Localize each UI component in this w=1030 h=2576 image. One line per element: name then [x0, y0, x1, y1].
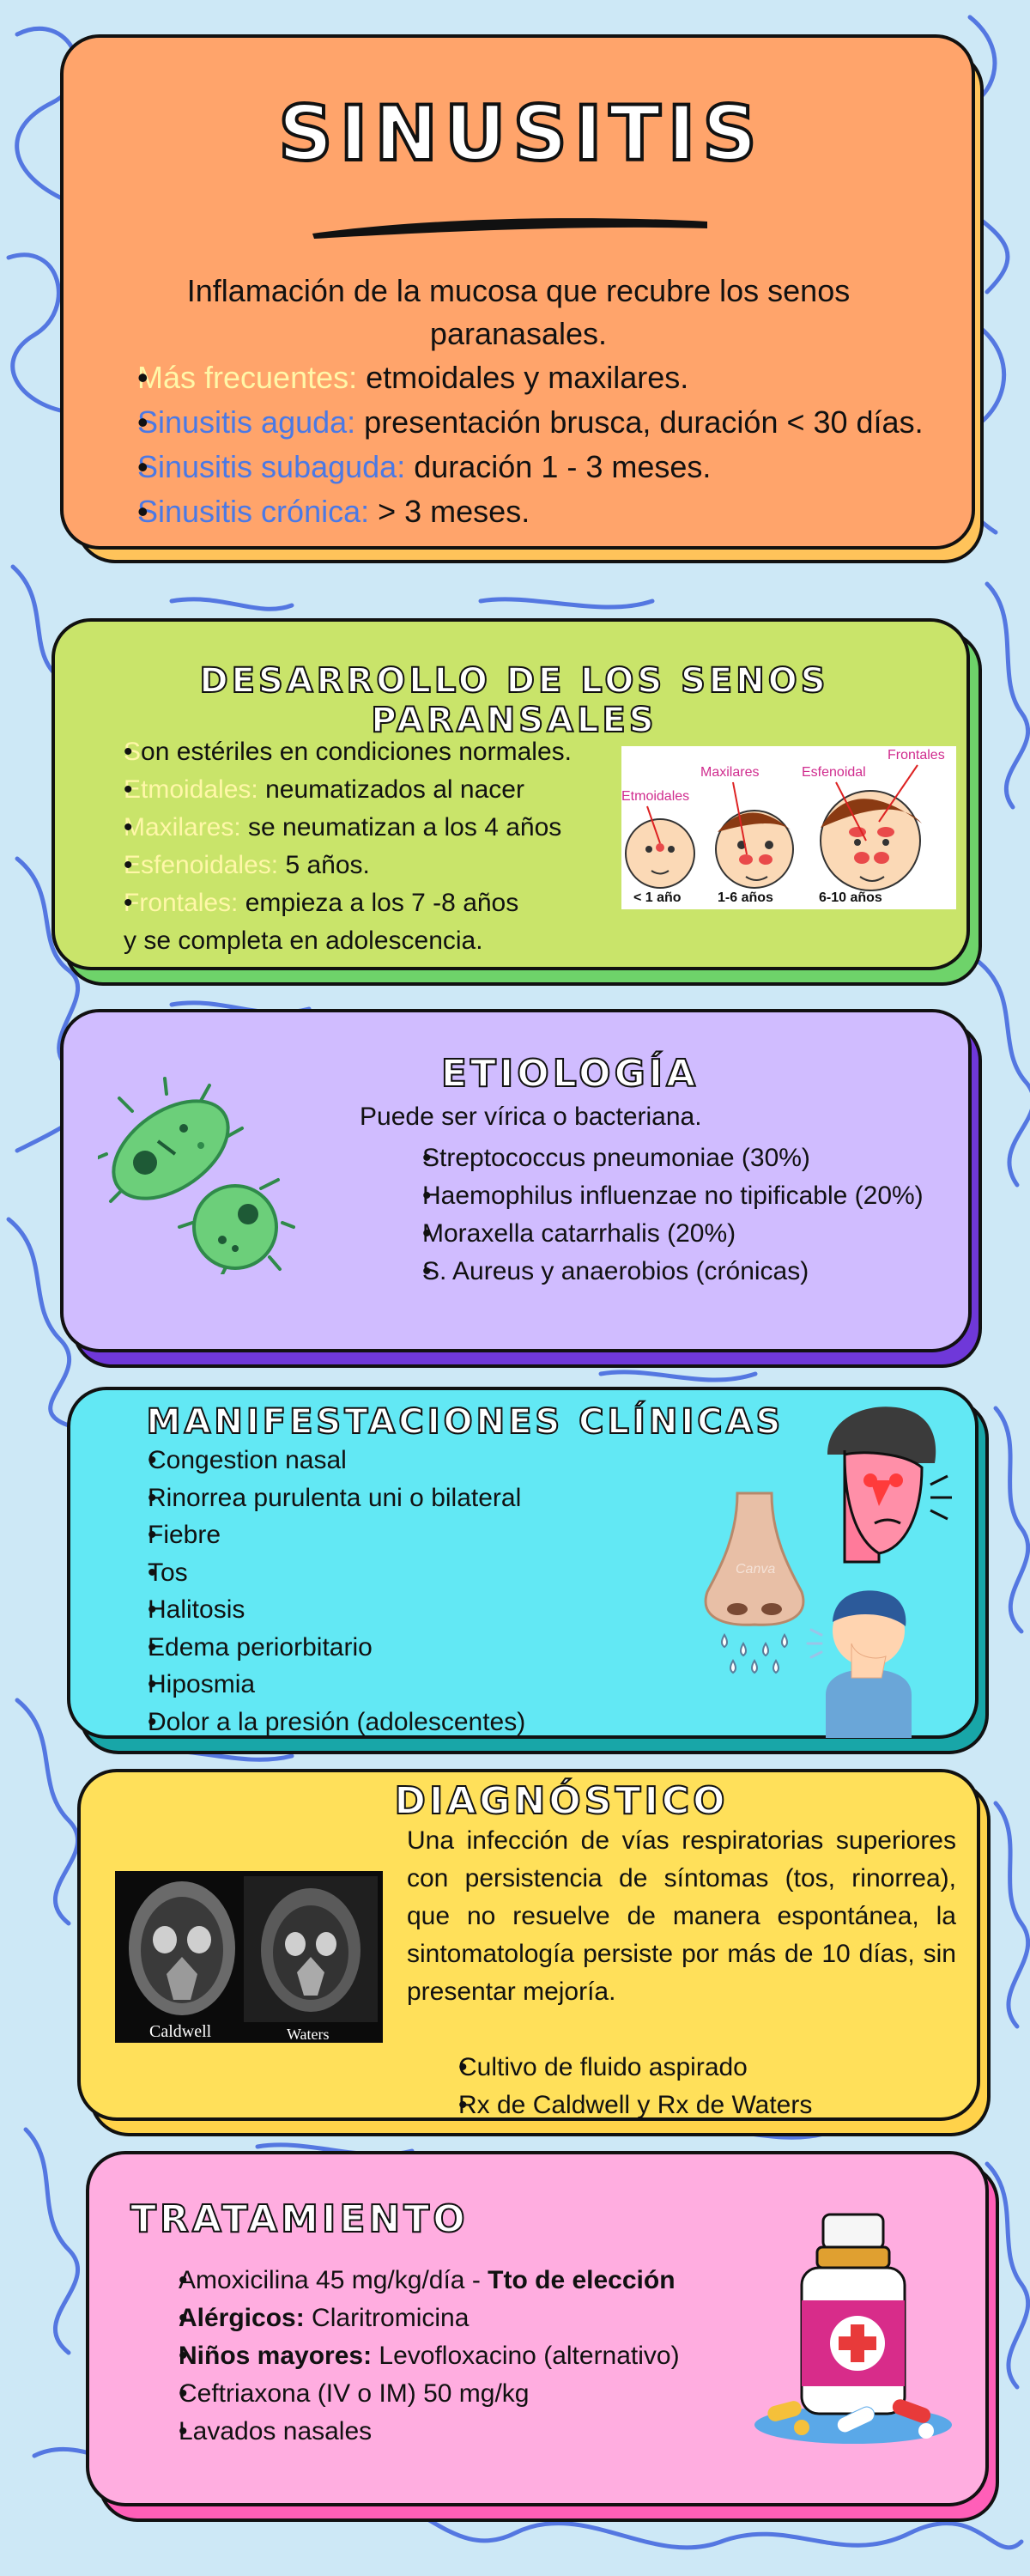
- label-frontales: Frontales: [888, 748, 945, 762]
- tratamiento-list: [141, 2262, 793, 2451]
- item-text: Levofloxacino (alternativo): [372, 2342, 680, 2370]
- list-item: • S. Aureus y anaerobios (crónicas): [390, 1253, 973, 1291]
- coughing-child-icon: [804, 1575, 933, 1738]
- nose-watermark: Canva: [736, 1562, 776, 1577]
- list-item: [106, 489, 982, 534]
- desarrollo-section: [52, 618, 987, 987]
- page-title: SINUSITIS: [278, 89, 764, 178]
- list-item: • Tos: [113, 1554, 663, 1592]
- list-item: [98, 733, 664, 771]
- continuation-text: y se completa en adolescencia.: [124, 927, 483, 955]
- item-text: Ceftriaxona (IV o IM) 50 mg/kg: [179, 2379, 530, 2408]
- item-text: Lavados nasales: [179, 2417, 373, 2445]
- definition-text: Inflamación de la mucosa que recubre los senos paranasales.: [186, 273, 851, 351]
- list-item: • Fiebre: [113, 1516, 663, 1554]
- list-item: [106, 400, 982, 445]
- manifestaciones-card: [67, 1387, 978, 1739]
- intro-list: [106, 355, 982, 534]
- list-item: • Cultivo de fluido aspirado: [424, 2049, 956, 2087]
- xray-image: [115, 1871, 383, 2043]
- list-item: • Haemophilus influenzae no tipificable (20%): [390, 1177, 973, 1215]
- manifestaciones-section: [67, 1387, 994, 1756]
- item-text: > 3 meses.: [369, 494, 530, 529]
- diagnostico-section: [77, 1769, 996, 2138]
- section-title: DIAGNÓSTICO: [394, 1779, 729, 1823]
- sinus-development-image: [621, 746, 956, 909]
- list-item: [106, 445, 982, 489]
- list-item: [106, 355, 982, 400]
- xray-label-waters: Waters: [287, 2026, 330, 2043]
- diagnostico-paragraph: Una infección de vías respiratorias superiores con persistencia de síntomas (tos, rinorrea), que no resuelve de manera espontánea, la sintomatología persiste por más de 10 días, sin presentar mejoría.: [407, 1826, 956, 2006]
- manifestaciones-list: [113, 1442, 663, 1741]
- sinus-pain-face-icon: [810, 1403, 965, 1566]
- item-label: Maxilares:: [124, 813, 241, 841]
- list-item: [141, 2337, 793, 2375]
- etiologia-intro: Puede ser vírica o bacteriana.: [360, 1103, 702, 1131]
- list-item: • Moraxella catarrhalis (20%): [390, 1215, 973, 1253]
- list-item: [141, 2375, 793, 2413]
- label-etmoidales: Etmoidales: [621, 789, 690, 804]
- list-item: [98, 809, 664, 847]
- list-item: • Rx de Caldwell y Rx de Waters: [424, 2087, 956, 2124]
- list-item: • Congestion nasal: [113, 1442, 663, 1479]
- item-text: etmoidales y maxilares.: [357, 360, 689, 395]
- item-label: Esfenoidales:: [124, 851, 279, 879]
- item-bold-prefix: Niños mayores:: [179, 2342, 373, 2370]
- desarrollo-list: [98, 733, 664, 922]
- runny-nose-icon: [690, 1489, 819, 1678]
- list-item: [98, 884, 664, 922]
- item-label: Sinusitis aguda:: [137, 404, 356, 440]
- label-esfenoidal: Esfenoidal: [802, 765, 866, 780]
- etiologia-card: [60, 1009, 972, 1352]
- item-text: neumatizados al nacer: [258, 775, 524, 804]
- item-label: Etmoidales:: [124, 775, 258, 804]
- list-item: • Streptococcus pneumoniae (30%): [390, 1139, 973, 1177]
- item-text: se neumatizan a los 4 años: [240, 813, 562, 841]
- label-age1: < 1 año: [633, 890, 682, 905]
- item-text: 5 años.: [278, 851, 370, 879]
- diagnostico-list: [424, 2049, 956, 2124]
- etiologia-list: [390, 1139, 973, 1291]
- first-letter: S: [124, 738, 142, 766]
- list-item: • Edema periorbitario: [113, 1629, 663, 1667]
- item-text: presentación brusca, duración < 30 días.: [355, 404, 924, 440]
- list-item: [141, 2413, 793, 2451]
- list-item: [98, 771, 664, 809]
- item-text: Claritromicina: [304, 2304, 470, 2332]
- label-maxilares: Maxilares: [700, 765, 760, 780]
- title-underline: [304, 210, 716, 244]
- list-item: • Rinorrea purulenta uni o bilateral: [113, 1479, 663, 1517]
- label-age2: 1-6 años: [718, 890, 773, 905]
- item-label: Sinusitis crónica:: [137, 494, 370, 529]
- item-label: Más frecuentes:: [137, 360, 358, 395]
- list-item: [98, 847, 664, 884]
- section-title: MANIFESTACIONES CLÍNICAS: [146, 1402, 785, 1442]
- item-label: Sinusitis subaguda:: [137, 449, 406, 484]
- xray-label-caldwell: Caldwell: [149, 2022, 212, 2041]
- list-item: • Dolor a la presión (adolescentes): [113, 1704, 663, 1741]
- section-title: ETIOLOGÍA: [440, 1052, 700, 1096]
- desarrollo-card: [52, 618, 970, 970]
- list-item: [141, 2300, 793, 2337]
- intro-section: [60, 34, 987, 567]
- diagnostico-card: [77, 1769, 980, 2121]
- item-text: on estériles en condiciones normales.: [141, 738, 572, 766]
- item-text: empieza a los 7 -8 años: [238, 889, 519, 917]
- tratamiento-section: [86, 2151, 1004, 2529]
- label-age3: 6-10 años: [819, 890, 882, 905]
- children-faces-illustration: [621, 746, 956, 909]
- item-bold-suffix: Tto de elección: [488, 2266, 676, 2294]
- section-title: TRATAMIENTO: [130, 2197, 469, 2241]
- list-item: • Halitosis: [113, 1591, 663, 1629]
- item-text: Amoxicilina 45 mg/kg/día -: [179, 2266, 488, 2294]
- list-item: [141, 2262, 793, 2300]
- list-item: • Hiposmia: [113, 1666, 663, 1704]
- section-title: DESARROLLO DE LOS SENOS PARANSALES: [199, 661, 829, 740]
- medicine-bottle-icon: [742, 2206, 965, 2464]
- intro-card: [60, 34, 975, 550]
- item-bold-prefix: Alérgicos:: [179, 2304, 305, 2332]
- skull-xray-illustration: [115, 1871, 383, 2043]
- item-text: duración 1 - 3 meses.: [405, 449, 712, 484]
- etiologia-section: [60, 1009, 987, 1370]
- item-label: Frontales:: [124, 889, 239, 917]
- tratamiento-card: [86, 2151, 989, 2506]
- bacteria-icon: [98, 1077, 295, 1274]
